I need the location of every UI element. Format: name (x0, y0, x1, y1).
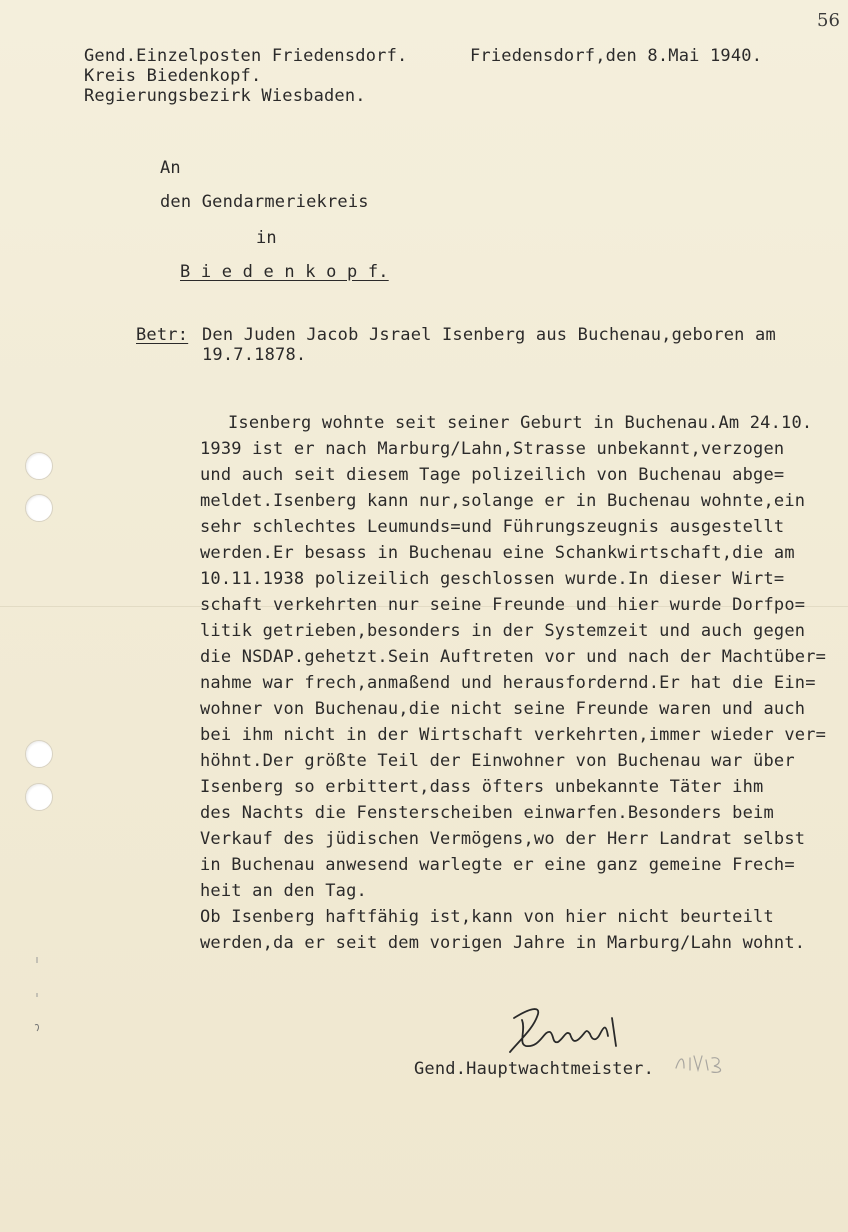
margin-marks (30, 955, 44, 1035)
body-line: 1939 ist er nach Marburg/Lahn,Strasse unbekannt,verzogen (200, 439, 785, 459)
handwritten-signature (500, 1000, 630, 1060)
punch-hole (25, 452, 53, 480)
recipient-in: in (256, 228, 277, 248)
body-line: werden.Er besass in Buchenau eine Schankwirtschaft,die am (200, 543, 795, 563)
body-line: sehr schlechtes Leumunds=und Führungszeugnis ausgestellt (200, 517, 785, 537)
body-line: nahme war frech,anmaßend und herausfordernd.Er hat die Ein= (200, 673, 816, 693)
body-line: litik getrieben,besonders in der Systemzeit und auch gegen (200, 621, 806, 641)
body-line: bei ihm nicht in der Wirtschaft verkehrten,immer wieder ver= (200, 725, 827, 745)
subject-line-1: Den Juden Jacob Jsrael Isenberg aus Buchenau,geboren am (202, 325, 776, 345)
pencil-annotation-mark (672, 1046, 732, 1076)
body-line: Isenberg so erbittert,dass öfters unbekannte Täter ihm (200, 777, 764, 797)
recipient-an: An (160, 158, 181, 178)
body-line: werden,da er seit dem vorigen Jahre in Marburg/Lahn wohnt. (200, 933, 806, 953)
body-line: die NSDAP.gehetzt.Sein Auftreten vor und nach der Machtüber= (200, 647, 827, 667)
recipient-place: B i e d e n k o p f. (180, 262, 389, 282)
recipient-gendarmeriekreis: den Gendarmeriekreis (160, 192, 369, 212)
signature-title: Gend.Hauptwachtmeister. (414, 1059, 655, 1079)
subject-label: Betr: (136, 325, 189, 345)
sender-line-1: Gend.Einzelposten Friedensdorf. (84, 46, 408, 66)
body-line: des Nachts die Fensterscheiben einwarfen.Besonders beim (200, 803, 774, 823)
body-line: Verkauf des jüdischen Vermögens,wo der Herr Landrat selbst (200, 829, 806, 849)
sender-line-2: Kreis Biedenkopf. (84, 66, 262, 86)
punch-hole (25, 740, 53, 768)
subject-line-2: 19.7.1878. (202, 345, 307, 365)
punch-hole (25, 783, 53, 811)
punch-hole (25, 494, 53, 522)
body-line: wohner von Buchenau,die nicht seine Freunde waren und auch (200, 699, 806, 719)
body-line: meldet.Isenberg kann nur,solange er in Buchenau wohnte,ein (200, 491, 806, 511)
body-line: 10.11.1938 polizeilich geschlossen wurde.In dieser Wirt= (200, 569, 785, 589)
sender-line-3: Regierungsbezirk Wiesbaden. (84, 86, 366, 106)
body-line: und auch seit diesem Tage polizeilich von Buchenau abge= (200, 465, 785, 485)
date-line: Friedensdorf,den 8.Mai 1940. (470, 46, 763, 66)
body-line: höhnt.Der größte Teil der Einwohner von Buchenau war über (200, 751, 795, 771)
body-line: schaft verkehrten nur seine Freunde und hier wurde Dorfpo= (200, 595, 806, 615)
body-line: Ob Isenberg haftfähig ist,kann von hier nicht beurteilt (200, 907, 774, 927)
page-number: 56 (817, 10, 840, 31)
body-line: in Buchenau anwesend warlegte er eine ganz gemeine Frech= (200, 855, 795, 875)
body-line: heit an den Tag. (200, 881, 367, 901)
body-line: Isenberg wohnte seit seiner Geburt in Buchenau.Am 24.10. (228, 413, 813, 433)
